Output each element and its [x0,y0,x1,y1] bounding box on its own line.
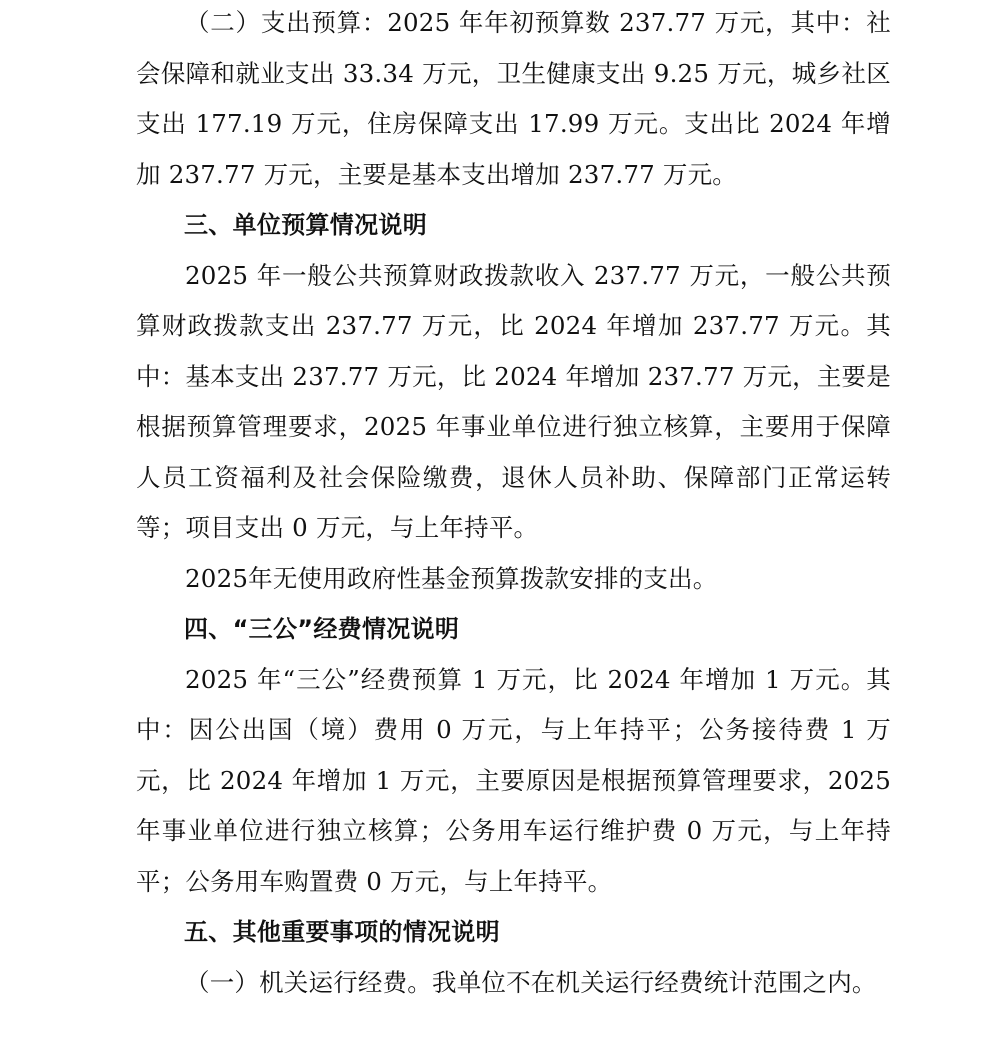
section-3-heading: 三、单位预算情况说明 [184,211,427,239]
document-page [136,0,891,1008]
unit-budget-paragraph: 2025 年一般公共预算财政拨款收入 237.77 万元，一般公共预算财政拨款支出 237.77 万元，比 2024 年增加 237.77 万元。其中：基本支出 237.77 万元，比 2024 年增加 237.77 万元，主要是根据预算管理要求，2025 年事业单位进行独立核算，主要用于保障人员工资福利及社会保险缴费，退休人员补助、保障部门正常运转等；项目支出 0 万元，与上年持平。 [136,260,891,542]
three-public-expenses-paragraph: 2025 年“三公”经费预算 1 万元，比 2024 年增加 1 万元。其中：因公出国（境）费用 0 万元，与上年持平；公务接待费 1 万元，比 2024 年增加 1 万元，主要原因是根据预算管理要求，2025 年事业单位进行独立核算；公务用车运行维护费 0 万元，与上年持平；公务用车购置费 0 万元，与上年持平。 [136,664,891,896]
expenditure-budget-paragraph: （二）支出预算：2025 年年初预算数 237.77 万元，其中：社会保障和就业支出 33.34 万元，卫生健康支出 9.25 万元，城乡社区支出 177.19 万元，住房保障支出 17.99 万元。支出比 2024 年增加 237.77 万元，主要是基本支出增加 237.77 万元。 [136,8,891,189]
government-fund-paragraph: 2025年无使用政府性基金预算拨款安排的支出。 [185,563,718,593]
section-4-heading: 四、“三公”经费情况说明 [184,615,460,643]
section-5-heading: 五、其他重要事项的情况说明 [184,918,500,946]
operating-expenses-paragraph: （一）机关运行经费。我单位不在机关运行经费统计范围之内。 [185,967,877,997]
